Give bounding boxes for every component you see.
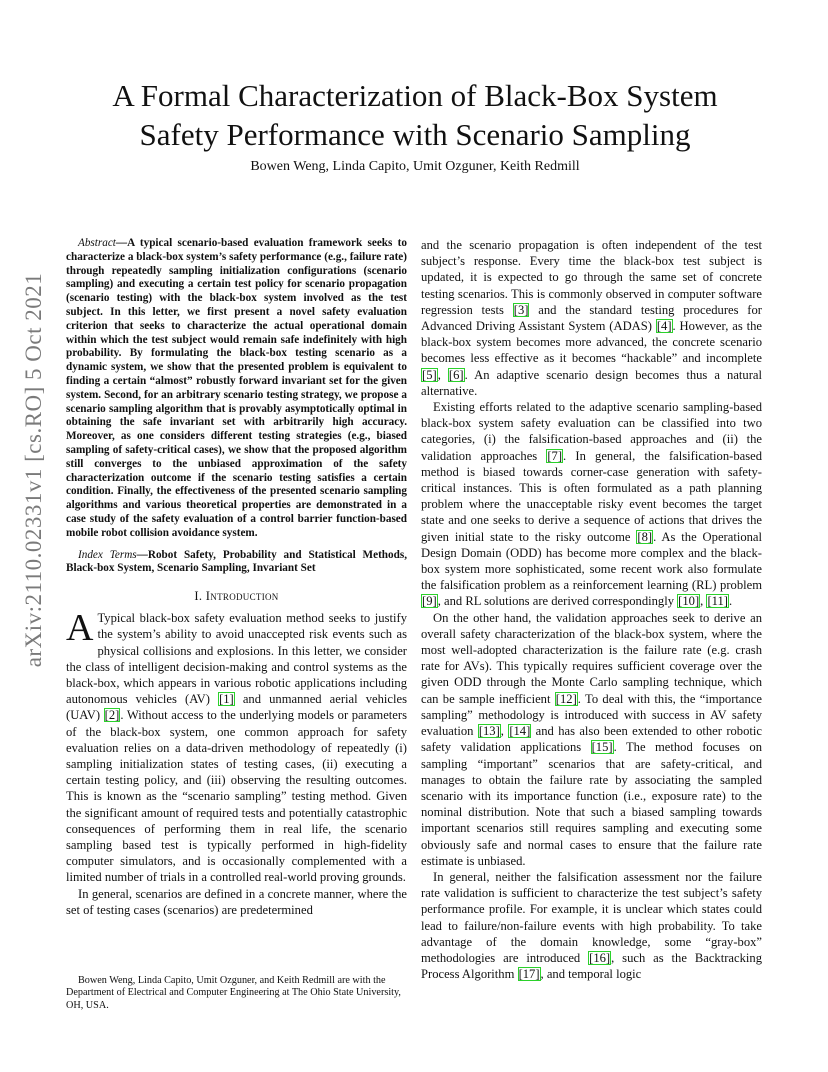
paper-title bbox=[70, 76, 760, 154]
body-text: , bbox=[500, 724, 509, 739]
index-terms bbox=[66, 549, 407, 577]
body-text: . An adaptive scenario design becomes thus a natural alternative. bbox=[421, 367, 763, 398]
body-text: , and temporal logic bbox=[540, 967, 642, 982]
citation-link[interactable]: [15] bbox=[591, 740, 613, 755]
index-terms-text: —Robot Safety, Probability and Statistical Methods, Black-box System, Scenario Sampling, Invariant Set bbox=[66, 548, 407, 575]
body-text: On the other hand, the validation approaches seek to derive an overall safety characterization of the black-box system, where the most well-adopted characterization is the failure rate (e.g. crash rate for AVs). This typically requires sufficient coverage over the given ODD through the Monte Carlo sampling technique, which can be sample inefficient bbox=[421, 610, 762, 706]
citation-link[interactable]: [3] bbox=[513, 302, 529, 317]
right-paragraph-3 bbox=[421, 610, 762, 869]
body-text: . As the Operational Design Domain (ODD) has become more complex and the black-box system more sophisticated, some recent work also formulate the falsification problem as a reinforcement learning (RL) problem bbox=[421, 529, 762, 593]
body-text: , bbox=[437, 367, 448, 382]
body-text: and has also been extended to other robotic safety validation applications bbox=[421, 724, 762, 755]
intro-text: and unmanned aerial vehicles (UAV) bbox=[66, 692, 407, 723]
body-text: , and RL solutions are derived correspondingly bbox=[437, 594, 678, 609]
intro-paragraph-1 bbox=[66, 607, 407, 885]
abstract-text: —A typical scenario-based evaluation framework seeks to characterize a black-box system’s safety performance (e.g., failure rate) through repeatedly sampling initialization configurations (scenario sampling) and executing a certain test policy for scenario propagation (scenario testing) with the black-box system involved as the test subject. In this letter, we first present a novel safety evaluation criterion that seeks to characterize the actual operational domain within which the test subject would remain safe indefinitely with high probability. By formulating the black-box testing scenario as a dynamic system, we show that the presented problem is equivalent to finding a certain “almost” robustly forward invariant set for the given system. Second, for an arbitrary scenario testing strategy, we propose a scenario sampling algorithm that is provably asymptotically optimal in obtaining the safe invariant set with arbitrarily high accuracy. Moreover, as one considers different testing strategies (e.g., biased sampling of safety-critical cases), we show that the proposed algorithm still converges to the unbiased approximation of the safety characterization outcome if the scenario testing satisfies a certain condition. Finally, the effectiveness of the presented scenario sampling algorithms and various theoretical properties are demonstrated in a case study of the safety evaluation of a control barrier function-based mobile robot collision avoidance system. bbox=[66, 237, 407, 539]
drop-cap: A bbox=[66, 607, 94, 650]
body-text: . In general, the falsification-based method is biased towards corner-case generation with safety-critical instances. This is often formulated as a path planning problem where the unacceptable risky event becomes the target state and one seeks to derive a sequence of actions that drives the given initial state to the risky outcome bbox=[421, 448, 762, 544]
body-text: . To deal with this, the “importance sampling” methodology is introduced with success in AV safety evaluation bbox=[421, 691, 762, 739]
citation-link[interactable]: [8] bbox=[637, 529, 653, 544]
citation-link[interactable]: [7] bbox=[547, 448, 563, 463]
body-text: , bbox=[700, 594, 707, 609]
citation-link[interactable]: [2] bbox=[104, 708, 120, 723]
citation-link[interactable]: [16] bbox=[589, 950, 611, 965]
citation-link[interactable]: [14] bbox=[509, 724, 531, 739]
body-text: . However, as the black-box system becomes more advanced, the concrete scenario becomes less effective as it becomes “hackable” and incomplete bbox=[421, 319, 762, 366]
body-text: and the scenario propagation is often independent of the test subject’s response. Every time the black-box test subject is updated, it is expected to go through the same set of concrete testing scenarios. This is commonly observed in computer software regression tests bbox=[421, 238, 762, 317]
body-text: and the standard testing procedures for Advanced Driving Assistant System (ADAS) bbox=[421, 302, 762, 334]
intro-text: Typical black-box safety evaluation method seeks to justify the system’s ability to avoid unaccepted risk events such as physical collisions and explosions. In this letter, we consider the class of intelligent decision-making and control systems as the black-box, which appears in various robotic applications including autonomous vehicles (AV) bbox=[66, 611, 407, 707]
title-line-2: Safety Performance with Scenario Sampling bbox=[139, 117, 691, 152]
abstract bbox=[66, 237, 407, 541]
index-terms-label: Index Terms bbox=[78, 548, 137, 561]
right-column bbox=[421, 237, 762, 982]
abstract-label: Abstract bbox=[78, 237, 116, 249]
citation-link[interactable]: [11] bbox=[707, 594, 728, 609]
citation-link[interactable]: [9] bbox=[422, 594, 437, 609]
body-text: Existing efforts related to the adaptive scenario sampling-based black-box system safety evaluation can be classified into two categories, (i) the falsification-based approaches and (ii) the validation approaches bbox=[421, 400, 762, 463]
citation-link[interactable]: [5] bbox=[422, 367, 437, 382]
body-text: , such as the Backtracking Process Algorithm bbox=[421, 950, 762, 982]
citation-link[interactable]: [6] bbox=[448, 367, 464, 382]
left-column bbox=[66, 237, 407, 918]
intro-paragraph-2: In general, scenarios are defined in a concrete manner, where the set of testing cases (scenarios) are predetermined bbox=[66, 886, 407, 917]
citation-link[interactable]: [12] bbox=[555, 691, 577, 706]
section-heading-introduction: I. Introduction bbox=[194, 589, 279, 604]
body-text: . The method focuses on sampling “important” scenarios that are safety-critical, and manages to obtain the failure rate by associating the sampled scenario with its importance function (i.e., exposure rate) to the nominal distribution. Note that such a biased sampling towards important scenarios still requires sampling and executing some obviously safe and normal cases to ensure that the failure rate estimate is unbiased. bbox=[421, 740, 762, 868]
body-text: . bbox=[728, 594, 733, 609]
right-paragraph-1 bbox=[421, 237, 762, 399]
citation-link[interactable]: [10] bbox=[678, 594, 700, 609]
citation-link[interactable]: [1] bbox=[219, 692, 234, 707]
author-list: Bowen Weng, Linda Capito, Umit Ozguner, Keith Redmill bbox=[250, 159, 580, 174]
intro-text: . Without access to the underlying models or parameters of the black-box system, one common approach for safety evaluation relies on a data-driven methodology of repeatedly (i) sampling initialization states of testing cases, (ii) executing a certain testing policy, and (iii) observing the resulting outcomes. This is known as the “scenario sampling” testing method. Given the significant amount of required tests and potentially catastrophic consequences of performing them in real life, the scenario sampling based test is typically performed in high-fidelity computer simulators, and is occasionally complemented with a limited number of trials in a controlled real-world proving grounds. bbox=[66, 708, 407, 885]
author-affiliation-footnote: Bowen Weng, Linda Capito, Umit Ozguner, and Keith Redmill are with the Department of Electrical and Computer Engineering at The Ohio State University, OH, USA. bbox=[66, 975, 401, 1011]
right-paragraph-2 bbox=[421, 399, 762, 610]
body-text: In general, neither the falsification assessment nor the failure rate validation is sufficient to characterize the test subject’s safety performance profile. For example, it is unclear which states could lead to failure/non-failure events with high probability. To take advantage of the domain knowledge, some “gray-box” methodologies are introduced bbox=[421, 869, 762, 965]
title-line-1: A Formal Characterization of Black-Box System bbox=[112, 78, 718, 113]
right-paragraph-4 bbox=[421, 869, 762, 982]
arxiv-identifier-stamp: arXiv:2110.02331v1 [cs.RO] 5 Oct 2021 bbox=[21, 272, 46, 668]
citation-link[interactable]: [4] bbox=[656, 319, 672, 334]
citation-link[interactable]: [17] bbox=[518, 967, 540, 982]
citation-link[interactable]: [13] bbox=[478, 724, 500, 739]
